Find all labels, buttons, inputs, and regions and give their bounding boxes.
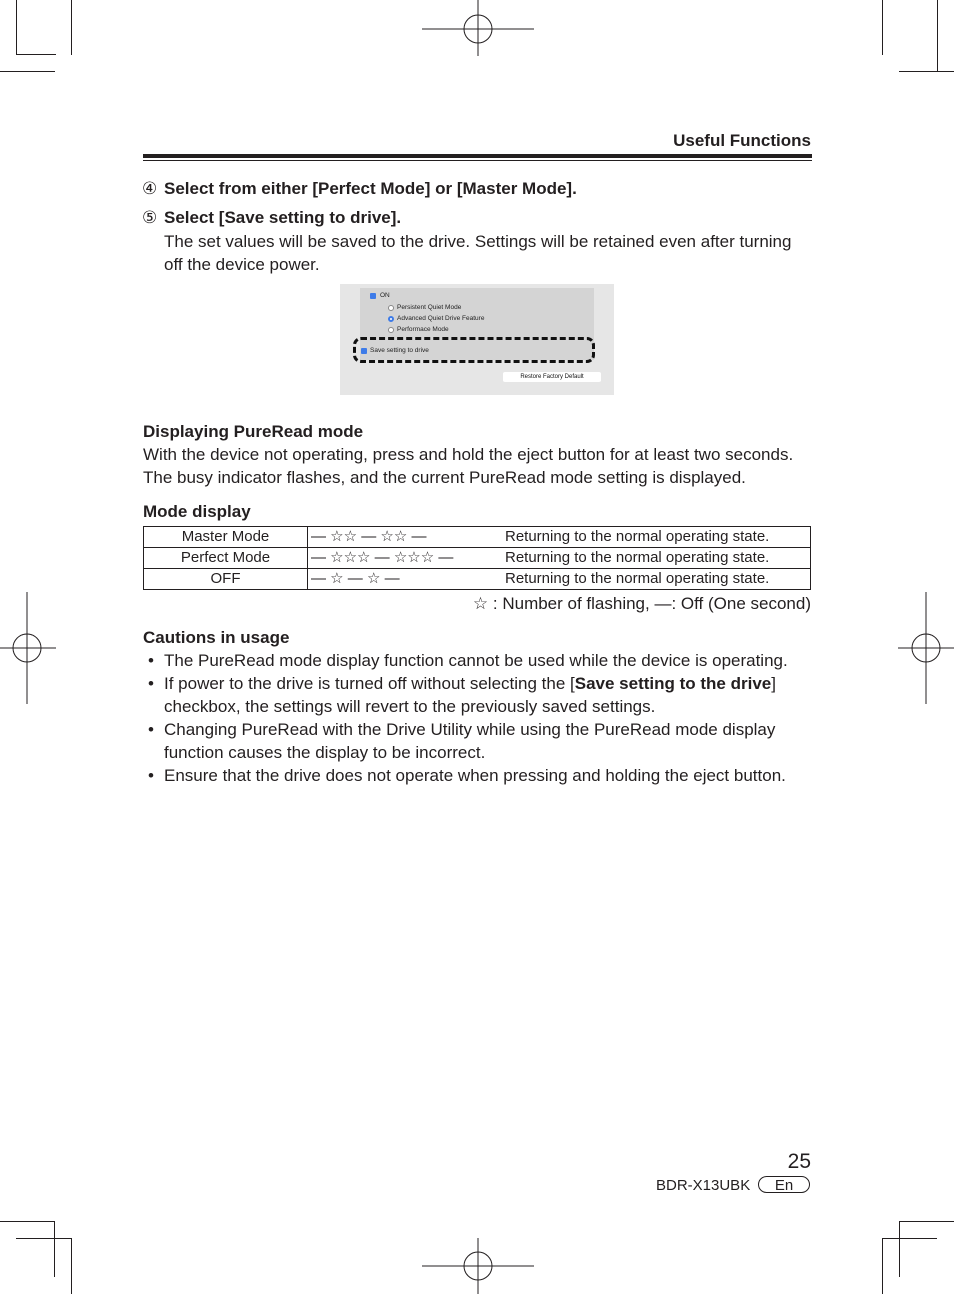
list-item: • If power to the drive is turned off without selecting the [Save setting to the drive] checkbox, the settings will revert to the previously saved settings. xyxy=(148,674,776,716)
step-4 xyxy=(142,179,577,199)
list-item-text: If power to the drive is turned off without selecting the [ xyxy=(164,674,575,693)
option-label: Advanced Quiet Drive Feature xyxy=(397,315,485,322)
radio-icon xyxy=(388,305,394,311)
step-5-description xyxy=(164,230,791,276)
registration-mark-top xyxy=(422,0,534,56)
description-line: The set values will be saved to the drive. Settings will be retained even after turning xyxy=(164,232,792,251)
registration-mark-right xyxy=(898,592,954,704)
paragraph-line: The busy indicator flashes, and the current PureRead mode setting is displayed. xyxy=(143,468,746,487)
on-label: ON xyxy=(380,292,390,299)
language-badge: En xyxy=(758,1176,810,1193)
section-title: Useful Functions xyxy=(673,131,811,150)
table-row xyxy=(144,548,811,569)
registration-mark-bottom xyxy=(422,1238,534,1294)
pattern-cell: — ☆☆☆ — ☆☆☆ — xyxy=(308,548,500,569)
pattern-cell: — ☆☆ — ☆☆ — xyxy=(308,527,500,548)
table-row xyxy=(144,569,811,590)
registration-mark-left xyxy=(0,592,56,704)
option-label: Persistent Quiet Mode xyxy=(397,304,462,311)
mode-cell: Master Mode xyxy=(144,527,308,548)
mode-display-table xyxy=(143,526,811,590)
result-cell: Returning to the normal operating state. xyxy=(499,527,811,548)
highlight-dashed-box xyxy=(353,337,595,363)
model-name: BDR-X13UBK xyxy=(656,1177,751,1194)
cautions-list xyxy=(148,649,818,787)
result-cell: Returning to the normal operating state. xyxy=(499,569,811,590)
list-item-text: function causes the display to be incorrect. xyxy=(164,743,486,762)
mode-display-heading: Mode display xyxy=(143,502,251,521)
page-number: 25 xyxy=(787,1150,811,1173)
list-item-bold: Save setting to the drive xyxy=(574,674,772,693)
pattern-cell: — ☆ — ☆ — xyxy=(308,569,500,590)
radio-icon xyxy=(388,327,394,333)
step-5 xyxy=(142,208,401,228)
on-checkbox-icon xyxy=(370,293,376,299)
list-item-text: Ensure that the drive does not operate when pressing and holding the eject button. xyxy=(164,766,786,785)
list-item-text: Changing PureRead with the Drive Utility while using the PureRead mode display xyxy=(164,720,776,739)
paragraph-line: With the device not operating, press and hold the eject button for at least two seconds. xyxy=(143,445,794,464)
option-label: Performace Mode xyxy=(397,326,449,333)
description-line: off the device power. xyxy=(164,255,320,274)
cautions-heading: Cautions in usage xyxy=(143,628,290,647)
restore-factory-default-button: Restore Factory Default xyxy=(503,372,601,382)
settings-screenshot xyxy=(340,284,614,395)
step-text: Select from either [Perfect Mode] or [Master Mode]. xyxy=(164,179,577,198)
result-cell: Returning to the normal operating state. xyxy=(499,548,811,569)
list-item-text: The PureRead mode display function cannot be used while the device is operating. xyxy=(164,651,788,670)
header-rule xyxy=(143,154,812,158)
table-row xyxy=(144,527,811,548)
step-number: ⑤ xyxy=(142,208,158,227)
list-item-text: ] xyxy=(771,674,776,693)
header-rule-thin xyxy=(143,160,812,161)
list-item: • Ensure that the drive does not operate when pressing and holding the eject button. xyxy=(148,766,786,785)
displaying-heading: Displaying PureRead mode xyxy=(143,422,364,441)
list-item-text: checkbox, the settings will revert to the previously saved settings. xyxy=(164,697,656,716)
mode-cell: Perfect Mode xyxy=(144,548,308,569)
list-item: • Changing PureRead with the Drive Utility while using the PureRead mode display function causes the display to be incorrect. xyxy=(148,720,776,762)
list-item: • The PureRead mode display function cannot be used while the device is operating. xyxy=(148,651,788,670)
radio-selected-icon xyxy=(388,316,394,322)
step-number: ④ xyxy=(142,179,158,198)
mode-cell: OFF xyxy=(144,569,308,590)
step-text: Select [Save setting to drive]. xyxy=(164,208,402,227)
save-setting-label: Save setting to drive xyxy=(370,347,429,354)
table-legend: ☆ : Number of flashing, —: Off (One second) xyxy=(472,594,811,613)
displaying-text xyxy=(143,443,793,489)
